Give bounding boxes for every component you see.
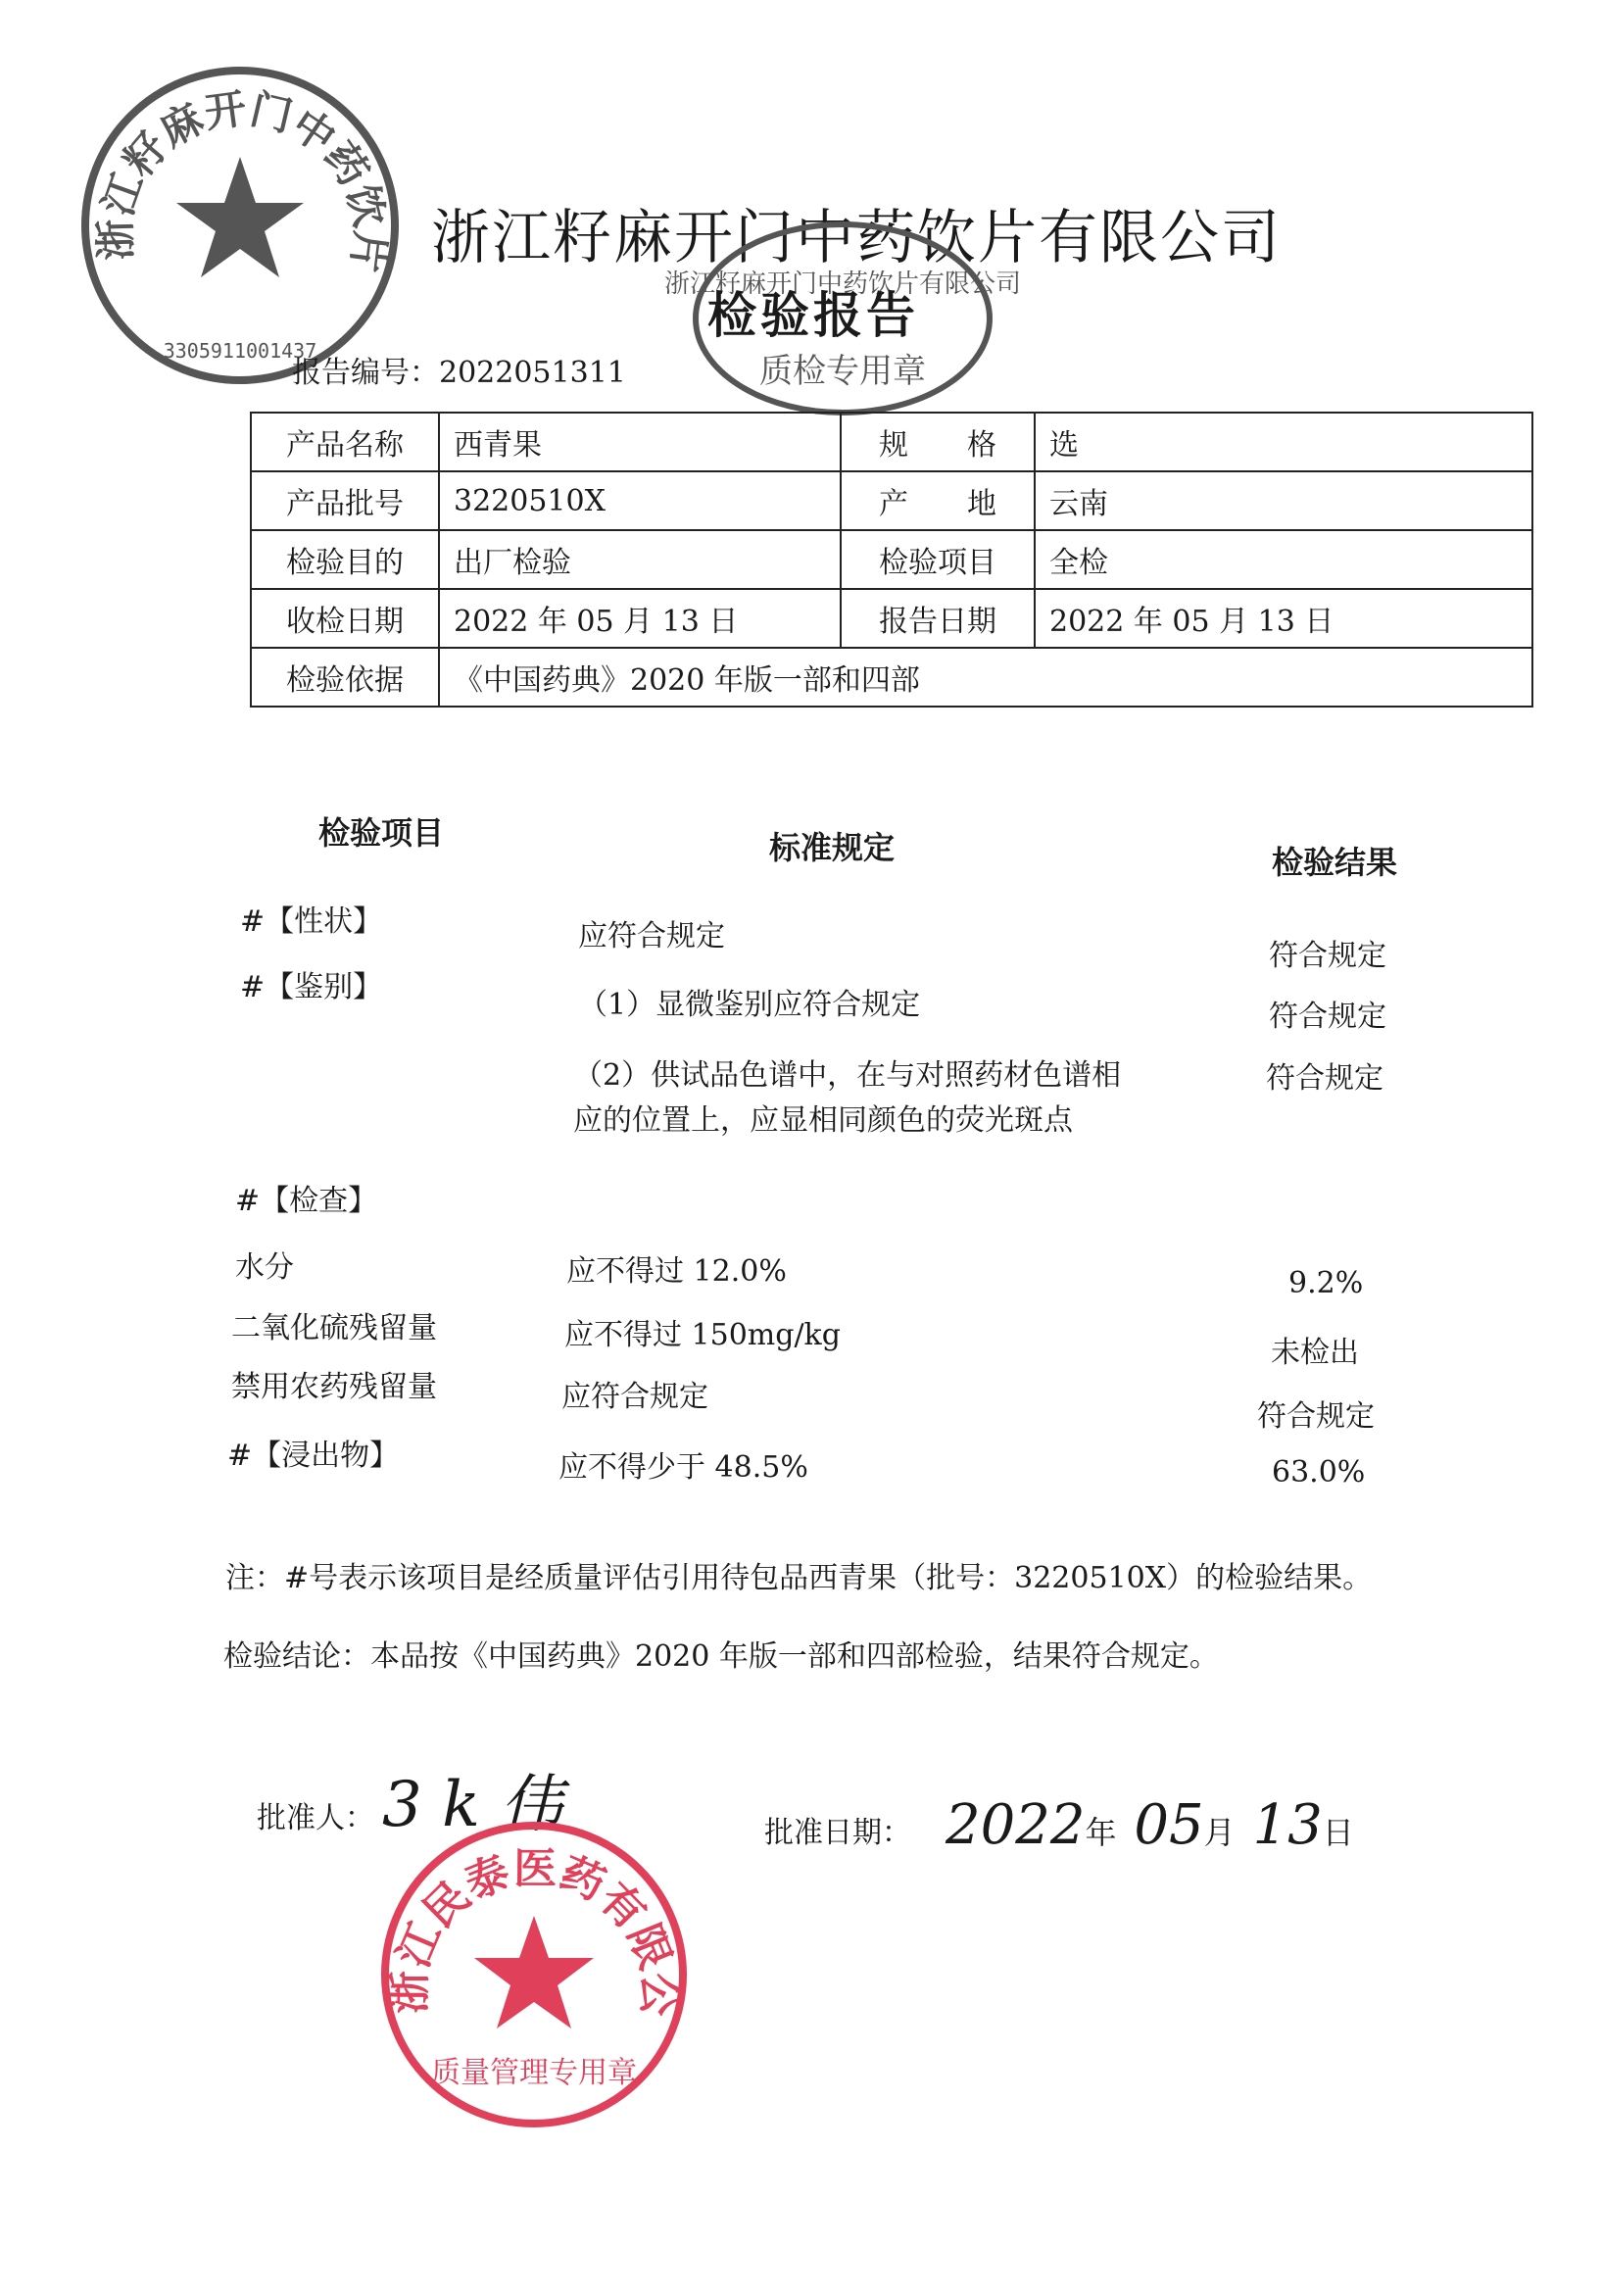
conclusion: 检验结论：本品按《中国药典》2020 年版一部和四部检验，结果符合规定。 [223,1639,1219,1674]
svg-text:质量管理专用章: 质量管理专用章 [431,2056,637,2090]
approve-date-label: 批准日期： [764,1816,911,1850]
row-result: 符合规定 [1266,1061,1383,1096]
value-product-name: 西青果 [439,413,841,471]
header-standard: 标准规定 [769,829,896,866]
approve-month: 05 [1134,1793,1204,1857]
label-report-date: 报告日期 [841,589,1035,648]
row-item: #【性状】 [240,904,383,939]
row-standard: （2）供试品色谱中，在与对照药材色谱相应的位置上，应显相同颜色的荧光斑点 [573,1058,1122,1138]
company-name: 浙江籽麻开门中药饮片有限公司 [431,204,1282,272]
header-result: 检验结果 [1272,844,1398,881]
label-basis: 检验依据 [251,648,439,707]
report-number-value: 2022051311 [439,356,626,390]
report-number-label: 报告编号： [292,356,439,390]
label-receive-date: 收检日期 [251,589,439,648]
value-basis: 《中国药典》2020 年版一部和四部 [439,648,1532,707]
row-item: 水分 [235,1250,294,1285]
svg-text:质检专用章: 质检专用章 [759,352,926,391]
value-spec: 选 [1035,413,1532,471]
note: 注：#号表示该项目是经质量评估引用待包品西青果（批号：3220510X）的检验结果。 [225,1561,1373,1595]
row-item: 禁用农药残留量 [231,1370,437,1404]
header-item: 检验项目 [318,814,445,852]
row-result: 9.2% [1288,1266,1364,1300]
row-result: 符合规定 [1269,939,1386,973]
value-origin: 云南 [1035,471,1532,530]
approve-day: 13 [1252,1793,1323,1857]
svg-text:3305911001437: 3305911001437 [163,339,317,363]
report-number [292,348,626,391]
company-seal [78,64,402,387]
row-standard: （1）显微鉴别应符合规定 [578,988,921,1022]
report-title: 检验报告 [707,287,919,344]
approve-month-unit: 月 [1203,1814,1236,1851]
label-spec: 规 格 [841,413,1035,471]
value-purpose: 出厂检验 [439,530,841,589]
row-standard: 应符合规定 [578,919,725,953]
approve-year: 2022 [946,1793,1086,1857]
label-purpose: 检验目的 [251,530,439,589]
row-item: 二氧化硫残留量 [231,1311,437,1345]
label-batch: 产品批号 [251,471,439,530]
approve-day-unit: 日 [1322,1814,1354,1851]
value-items: 全检 [1035,530,1532,589]
approver-signature: 3 k 伟 [382,1769,563,1841]
product-info-table [250,412,1533,708]
value-batch: 3220510X [439,471,841,530]
approver-label: 批准人： [257,1801,374,1835]
svg-text:浙江民泰医药有限公司: 浙江民泰医药有限公 [384,1843,684,2017]
row-result: 63.0% [1272,1455,1366,1490]
row-result: 符合规定 [1257,1399,1375,1434]
row-item: #【浸出物】 [227,1439,400,1473]
row-standard: 应符合规定 [561,1380,708,1414]
label-product-name: 产品名称 [251,413,439,471]
svg-text:浙江籽麻开门中药饮片有限公司: 浙江籽麻开门中药饮片 [90,83,395,275]
value-receive-date: 2022 年 05 月 13 日 [439,589,841,648]
row-item: #【鉴别】 [240,970,383,1004]
row-result: 未检出 [1271,1336,1359,1370]
row-standard: 应不得过 12.0% [566,1254,787,1289]
row-standard: 应不得少于 48.5% [558,1450,808,1485]
approve-date-handwritten [946,1793,1354,1857]
label-origin: 产 地 [841,471,1035,530]
value-report-date: 2022 年 05 月 13 日 [1035,589,1532,648]
row-result: 符合规定 [1269,1000,1386,1034]
svg-text:浙江籽麻开门中药饮片有限公司: 浙江籽麻开门中药饮片有限公司 [663,269,1022,299]
label-items: 检验项目 [841,530,1035,589]
row-item: #【检查】 [235,1184,378,1218]
row-standard: 应不得过 150mg/kg [564,1318,841,1352]
approve-year-unit: 年 [1085,1814,1117,1851]
quality-management-seal [377,1818,691,2131]
